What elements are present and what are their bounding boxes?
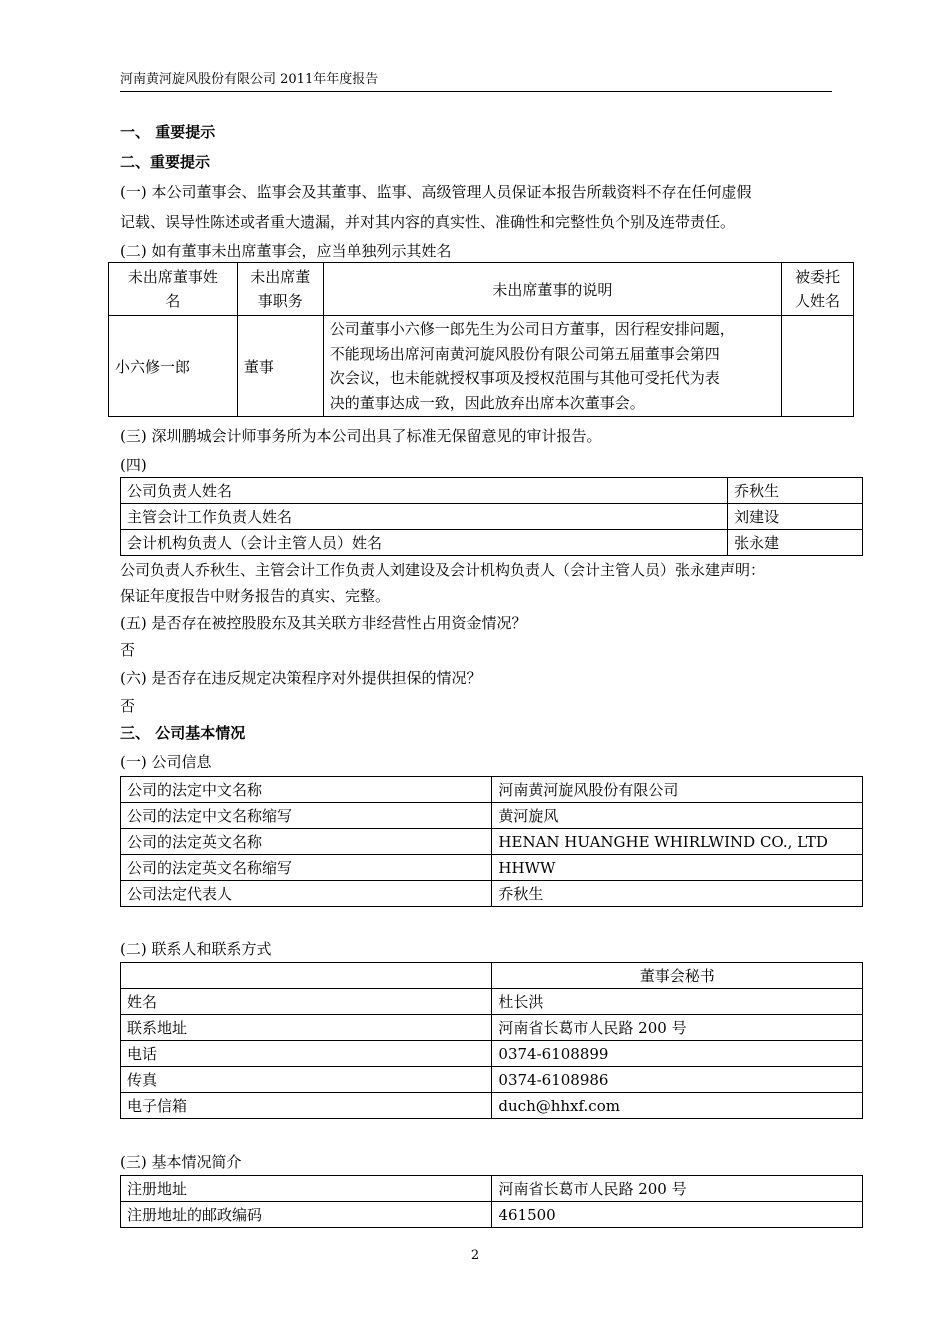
item-1-line-2: 记载、误导性陈述或者重大遗漏，并对其内容的真实性、准确性和完整性负个别及连带责任。 (120, 213, 736, 231)
info-row-4 (121, 881, 863, 907)
sub-section-2: (二) 联系人和联系方式 (120, 940, 272, 958)
info-row-2 (121, 829, 863, 855)
contact-value: 河南省长葛市人民路 200 号 (492, 1015, 863, 1041)
absent-desc-line-1: 公司董事小六修一郎先生为公司日方董事，因行程安排问题， (329, 320, 735, 338)
resp-label: 公司负责人姓名 (121, 478, 728, 504)
info-value: 乔秋生 (492, 881, 863, 907)
proxy-name (782, 316, 854, 417)
section-3-title: 三、 公司基本情况 (120, 724, 246, 742)
basic-info-table (120, 1175, 863, 1228)
contact-value: 杜长洪 (492, 989, 863, 1015)
header-absent-desc: 未出席董事的说明 (323, 263, 781, 316)
contact-header-row (121, 963, 863, 989)
absent-directors-table (108, 262, 854, 417)
resp-row-1 (121, 504, 863, 530)
absent-director-role: 董事 (237, 316, 323, 417)
absent-table-header-row (109, 263, 854, 316)
info-row-3 (121, 855, 863, 881)
header-absent-role (237, 263, 323, 316)
item-4: (四) (120, 456, 147, 474)
header-proxy-name-line-2: 人姓名 (795, 292, 841, 310)
contact-value: 0374-6108986 (492, 1067, 863, 1093)
info-label: 公司的法定英文名称缩写 (121, 855, 492, 881)
item-6-answer: 否 (120, 697, 136, 715)
item-1-line-1: (一) 本公司董事会、监事会及其董事、监事、高级管理人员保证本报告所载资料不存在任何虚假 (120, 183, 752, 201)
info-value: HENAN HUANGHE WHIRLWIND CO., LTD (492, 829, 863, 855)
basic-row-1 (121, 1202, 863, 1228)
contact-row-3 (121, 1067, 863, 1093)
header-proxy-name (782, 263, 854, 316)
info-row-1 (121, 803, 863, 829)
info-value: HHWW (492, 855, 863, 881)
contact-row-2 (121, 1041, 863, 1067)
statement-line-1: 公司负责人乔秋生、主管会计工作负责人刘建设及会计机构负责人（会计主管人员）张永建声明： (120, 561, 766, 579)
info-label: 公司法定代表人 (121, 881, 492, 907)
absent-director-desc (323, 316, 781, 417)
info-label: 公司的法定中文名称缩写 (121, 803, 492, 829)
section-1-title: 一、 重要提示 (120, 123, 216, 141)
resp-label: 主管会计工作负责人姓名 (121, 504, 728, 530)
item-5-answer: 否 (120, 641, 136, 659)
contact-label: 姓名 (121, 989, 492, 1015)
statement-line-2: 保证年度报告中财务报告的真实、完整。 (120, 587, 391, 605)
page-number: 2 (470, 1248, 480, 1263)
basic-value: 河南省长葛市人民路 200 号 (492, 1176, 863, 1202)
header-absent-name-line-2: 名 (165, 292, 181, 310)
item-6: (六) 是否存在违反规定决策程序对外提供担保的情况？ (120, 669, 482, 687)
resp-label: 会计机构负责人（会计主管人员）姓名 (121, 530, 728, 556)
absent-table-row (109, 316, 854, 417)
page-header: 河南黄河旋风股份有限公司 2011年年度报告 (120, 68, 832, 92)
item-2: (二) 如有董事未出席董事会，应当单独列示其姓名 (120, 242, 452, 260)
absent-desc-line-4: 决的董事达成一致，因此放弃出席本次董事会。 (329, 393, 645, 412)
contact-label: 电子信箱 (121, 1093, 492, 1119)
info-value: 黄河旋风 (492, 803, 863, 829)
basic-label: 注册地址 (121, 1176, 492, 1202)
info-value: 河南黄河旋风股份有限公司 (492, 777, 863, 803)
contact-label: 电话 (121, 1041, 492, 1067)
basic-value: 461500 (492, 1202, 863, 1228)
contact-row-4 (121, 1093, 863, 1119)
section-2-title: 二、重要提示 (120, 153, 211, 171)
absent-desc-line-2: 不能现场出席河南黄河旋风股份有限公司第五届董事会第四 (329, 344, 720, 363)
contact-header-secretary: 董事会秘书 (492, 963, 863, 989)
sub-section-1: (一) 公司信息 (120, 753, 212, 771)
item-5: (五) 是否存在被控股股东及其关联方非经营性占用资金情况？ (120, 614, 527, 632)
contact-value: 0374-6108899 (492, 1041, 863, 1067)
resp-value: 张永建 (728, 530, 863, 556)
resp-row-0 (121, 478, 863, 504)
contact-table (120, 962, 863, 1119)
absent-director-name: 小六修一郎 (109, 316, 238, 417)
contact-row-0 (121, 989, 863, 1015)
item-3: (三) 深圳鹏城会计师事务所为本公司出具了标准无保留意见的审计报告。 (120, 427, 602, 445)
resp-row-2 (121, 530, 863, 556)
contact-row-1 (121, 1015, 863, 1041)
responsible-persons-table (120, 477, 863, 556)
company-info-table (120, 776, 863, 907)
header-absent-name (109, 263, 238, 316)
contact-label: 传真 (121, 1067, 492, 1093)
absent-desc-line-3: 次会议，也未能就授权事项及授权范围与其他可受托代为表 (329, 369, 720, 387)
contact-header-empty (121, 963, 492, 989)
contact-value: duch@hhxf.com (492, 1093, 863, 1119)
basic-label: 注册地址的邮政编码 (121, 1202, 492, 1228)
info-label: 公司的法定英文名称 (121, 829, 492, 855)
header-absent-role-line-2: 事职务 (257, 292, 303, 310)
sub-section-3: (三) 基本情况简介 (120, 1153, 242, 1171)
info-label: 公司的法定中文名称 (121, 777, 492, 803)
resp-value: 乔秋生 (728, 478, 863, 504)
contact-label: 联系地址 (121, 1015, 492, 1041)
header-absent-name-line-1: 未出席董事姓 (127, 268, 218, 286)
info-row-0 (121, 777, 863, 803)
header-absent-role-line-1: 未出席董 (250, 268, 311, 286)
resp-value: 刘建设 (728, 504, 863, 530)
basic-row-0 (121, 1176, 863, 1202)
header-proxy-name-line-1: 被委托 (795, 268, 841, 286)
